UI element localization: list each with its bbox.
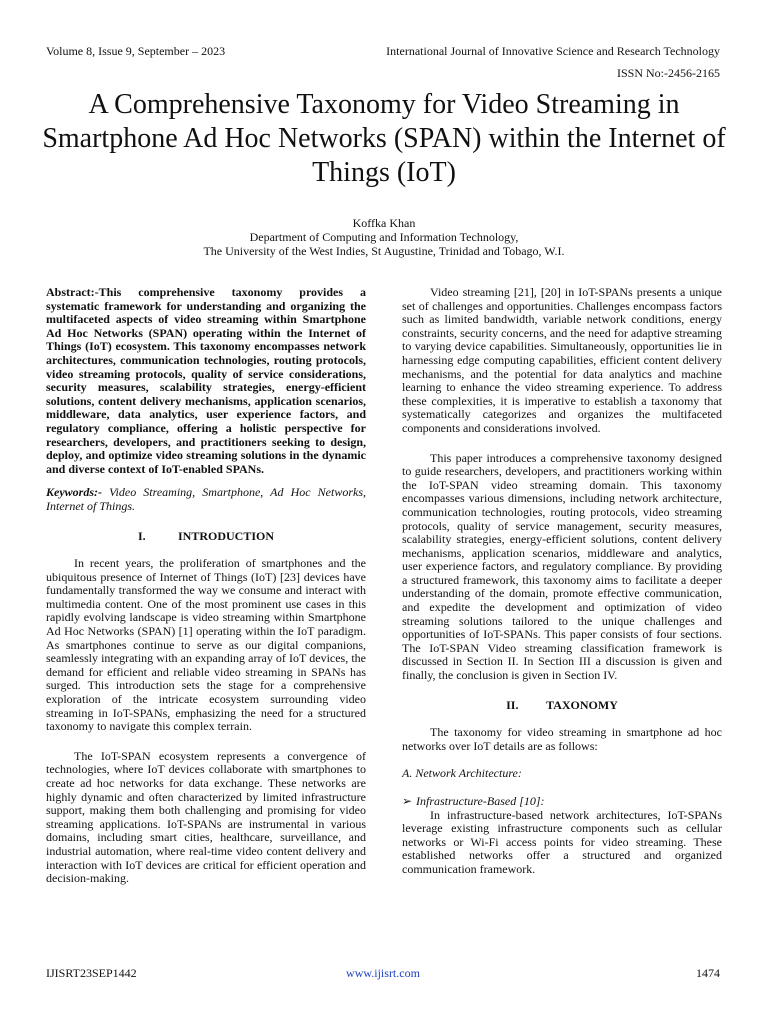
section-title: TAXONOMY: [546, 697, 618, 712]
intro-paragraph-3: Video streaming [21], [20] in IoT-SPANs presents a unique set of challenges and opportunities. Challenges encompass factors such as limited bandwidth, variable network conditions, energy constraints, security concerns, and the need for adaptive streaming to varying device capabilities. Simultaneously, opportunities lie in harnessing edge computing capabilities, efficient content delivery mechanisms, and the potential for data analytics and machine learning to enhance the video streaming experience. To address these complexities, it is imperative to establish a taxonomy that systematically categorizes and organizes the multifaceted components and considerations involved.: [402, 285, 722, 435]
keywords-text: Video Streaming, Smartphone, Ad Hoc Networks, Internet of Things.: [46, 485, 366, 513]
page-number: 1474: [696, 966, 720, 980]
author-block: [40, 216, 728, 258]
keywords: [46, 486, 366, 513]
bullet-paragraph: In infrastructure-based network architectures, IoT-SPANs leverage existing infrastructure components such as cellular networks or Wi-Fi access points for video streaming. These established networks offer a structured and organized communication framework.: [402, 807, 722, 876]
intro-paragraph-1: In recent years, the proliferation of smartphones and the ubiquitous presence of Internet of Things (IoT) [23] devices have fundamentally transformed the way we consume and interact with multimedia content. One of the most prominent use cases in this rapidly evolving landscape is video streaming within Smartphone Ad Hoc Networks (SPAN) [1] operating within the IoT paradigm. As smartphones continue to serve as our digital companions, seamlessly integrating with an expanding array of IoT devices, the demand for efficient and reliable video streaming in SPANs has surged. This introduction sets the stage for a comprehensive exploration of the intricate ecosystem surrounding video streaming in IoT-SPANs, emphasizing the need for a structured taxonomy to navigate this complex terrain.: [46, 556, 366, 734]
section-heading-taxonomy: [402, 699, 722, 713]
right-column: [402, 286, 722, 877]
intro-paragraph-2: The IoT-SPAN ecosystem represents a convergence of technologies, where IoT devices collaborate with smartphones to create ad hoc networks for data exchange. These networks are highly dynamic and often characterized by limited infrastructure support, making them both challenging and promising for video streaming applications. IoT-SPANs are instrumental in various domains, including smart cities, healthcare, surveillance, and industrial automation, where real-time video content delivery and interaction with IoT devices are critical for efficient operation and decision-making.: [46, 748, 366, 886]
bullet-title: Infrastructure-Based [10]:: [416, 794, 545, 808]
section-heading-introduction: [46, 530, 366, 544]
section-title: INTRODUCTION: [177, 528, 274, 543]
section-number: I.: [137, 528, 146, 543]
author-department: Department of Computing and Information Technology,: [249, 230, 519, 244]
arrow-bullet-icon: ➢: [402, 794, 413, 808]
author-name: Koffka Khan: [352, 216, 416, 230]
paper-title: A Comprehensive Taxonomy for Video Streaming in Smartphone Ad Hoc Networks (SPAN) within the Internet of Things (IoT): [42, 89, 726, 188]
volume-info: Volume 8, Issue 9, September – 2023: [46, 44, 226, 58]
abstract: Abstract:-This comprehensive taxonomy provides a systematic framework for understanding and organizing the multifaceted aspects of video streaming within Smartphone Ad Hoc Networks (SPAN) operating within the Internet of Things (IoT) ecosystem. This taxonomy encompasses network architectures, communication technologies, routing protocols, video streaming protocols, quality of service considerations, security measures, scalability strategies, energy-efficient solutions, content delivery mechanisms, application scenarios, middleware, data analytics, user experience factors, and regulatory compliance, offering a holistic perspective for researchers, developers, and practitioners seeking to design, deploy, and optimize video streaming solutions in the dynamic and diverse context of IoT-enabled SPANs.: [46, 285, 366, 476]
intro-paragraph-4: This paper introduces a comprehensive taxonomy designed to guide researchers, developers, and practitioners working within the IoT-SPAN video streaming domain. This taxonomy encompasses various dimensions, including network architecture, communication technologies, routing protocols, video streaming protocols, quality of service management, security measures, scalability strategies, energy-efficient solutions, content delivery mechanisms, application scenarios, middleware and analytics, user experience factors, and regulatory compliance. By providing a structured framework, this taxonomy aims to facilitate a deeper understanding of the domain, promote effective communication, and expedite the development and optimization of video streaming solutions tailored to the unique challenges and opportunities of IoT-SPANs. This paper consists of four sections. The IoT-SPAN Video streaming classification framework is discussed in Section II. In Section III a discussion is given and finally, the conclusion is given in Section IV.: [402, 450, 722, 683]
paper-code: IJISRT23SEP1442: [46, 966, 137, 980]
subsection-heading: A. Network Architecture:: [402, 766, 522, 781]
journal-name: International Journal of Innovative Science and Research Technology: [386, 44, 720, 58]
issn: ISSN No:-2456-2165: [616, 66, 720, 80]
bullet-heading: [402, 795, 722, 809]
section-number: II.: [506, 697, 519, 712]
taxonomy-intro: The taxonomy for video streaming in smartphone ad hoc networks over IoT details are as follows:: [402, 725, 722, 753]
journal-website-link[interactable]: www.ijisrt.com: [346, 966, 420, 980]
keywords-label: Keywords:-: [46, 485, 102, 500]
author-institution: The University of the West Indies, St Augustine, Trinidad and Tobago, W.I.: [203, 244, 565, 258]
left-column: [46, 286, 366, 886]
